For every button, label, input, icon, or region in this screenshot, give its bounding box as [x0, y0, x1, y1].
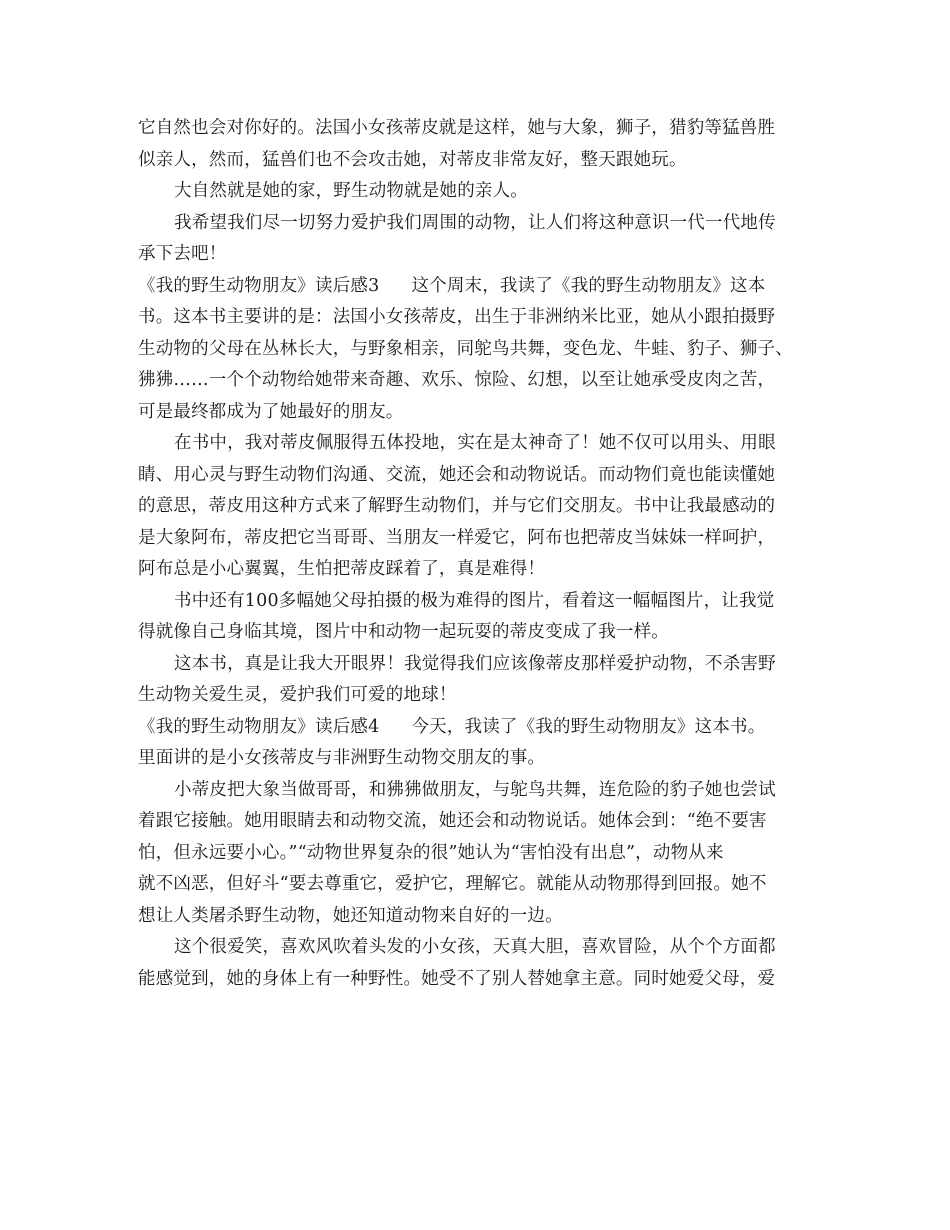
text-line: 是大象阿布，蒂皮把它当哥哥、当朋友一样爱它，阿布也把蒂皮当妹妹一样呵护，: [138, 527, 776, 548]
text-line: 大自然就是她的家，野生动物就是她的亲人。: [174, 181, 528, 201]
text-line: 狒狒……一个个动物给她带来奇趣、欢乐、惊险、幻想，以至让她承受皮肉之苦，: [138, 370, 776, 390]
text-line: 里面讲的是小女孩蒂皮与非洲野生动物交朋友的事。: [138, 748, 546, 768]
essay-4-title: 《我的野生动物朋友》读后感4: [138, 716, 380, 737]
text-line: 能感觉到，她的身体上有一种野性。她受不了别人替她拿主意。同时她爱父母，爱: [138, 968, 776, 989]
text-line: 在书中，我对蒂皮佩服得五体投地，实在是太神奇了！她不仅可以用头、用眼: [174, 433, 776, 453]
text-line: 它自然也会对你好的。法国小女孩蒂皮就是这样，她与大象，狮子，猎豹等猛兽胜: [138, 118, 776, 138]
text-line: 我希望我们尽一切努力爱护我们周围的动物，让人们将这种意识一代一代地传: [174, 212, 776, 233]
essay-3-opening: 这个周末，我读了《我的野生动物朋友》这本: [411, 275, 766, 296]
text-line: 小蒂皮把大象当做哥哥，和狒狒做朋友，与鸵鸟共舞，连危险的豹子她也尝试: [174, 779, 776, 800]
text-line: 睛、用心灵与野生动物们沟通、交流，她还会和动物说话。而动物们竟也能读懂她: [138, 464, 776, 485]
text-line: 生动物关爱生灵，爱护我们可爱的地球！: [138, 685, 457, 705]
essay-4-heading-line: [138, 712, 818, 744]
text-line: 得就像自己身临其境，图片中和动物一起玩耍的蒂皮变成了我一样。: [138, 622, 669, 642]
text-line: 生动物的父母在丛林长大，与野象相亲，同鸵鸟共舞，变色龙、牛蛙、豹子、狮子、: [138, 338, 793, 359]
essay-3-title: 《我的野生动物朋友》读后感3: [138, 275, 380, 296]
text-line: 着跟它接触。她用眼睛去和动物交流，她还会和动物说话。她体会到：“绝不要害: [138, 811, 767, 831]
document-body: [138, 113, 818, 995]
text-line: 这个很爱笑，喜欢风吹着头发的小女孩，天真大胆，喜欢冒险，从个个方面都: [174, 937, 776, 957]
text-line: 似亲人，然而，猛兽们也不会攻击她，对蒂皮非常友好，整天跟她玩。: [138, 149, 687, 170]
text-line: 这本书，真是让我大开眼界！我觉得我们应该像蒂皮那样爱护动物，不杀害野: [174, 653, 776, 674]
text-line: 阿布总是小心翼翼，生怕把蒂皮踩着了，真是难得！: [138, 559, 546, 579]
text-line: 书。这本书主要讲的是：法国小女孩蒂皮，出生于非洲纳米比亚，她从小跟拍摄野: [138, 307, 776, 327]
text-line: 的意思，蒂皮用这种方式来了解野生动物们，并与它们交朋友。书中让我最感动的: [138, 496, 776, 516]
text-line: 可是最终都成为了她最好的朋友。: [138, 401, 404, 422]
text-line: 怕，但永远要小心。”“动物世界复杂的很”她认为“害怕没有出息”，动物从来: [138, 842, 724, 863]
text-line: 承下去吧！: [138, 244, 227, 264]
essay-4-opening: 今天，我读了《我的野生动物朋友》这本书。: [411, 716, 766, 737]
text-line: 就不凶恶，但好斗“要去尊重它，爱护它，理解它。就能从动物那得到回报。她不: [138, 874, 767, 894]
text-line: 想让人类屠杀野生动物，她还知道动物来自好的一边。: [138, 905, 563, 926]
essay-3-heading-line: [138, 271, 818, 303]
text-line: 书中还有100多幅她父母拍摄的极为难得的图片，看着这一幅幅图片，让我觉: [174, 590, 775, 611]
